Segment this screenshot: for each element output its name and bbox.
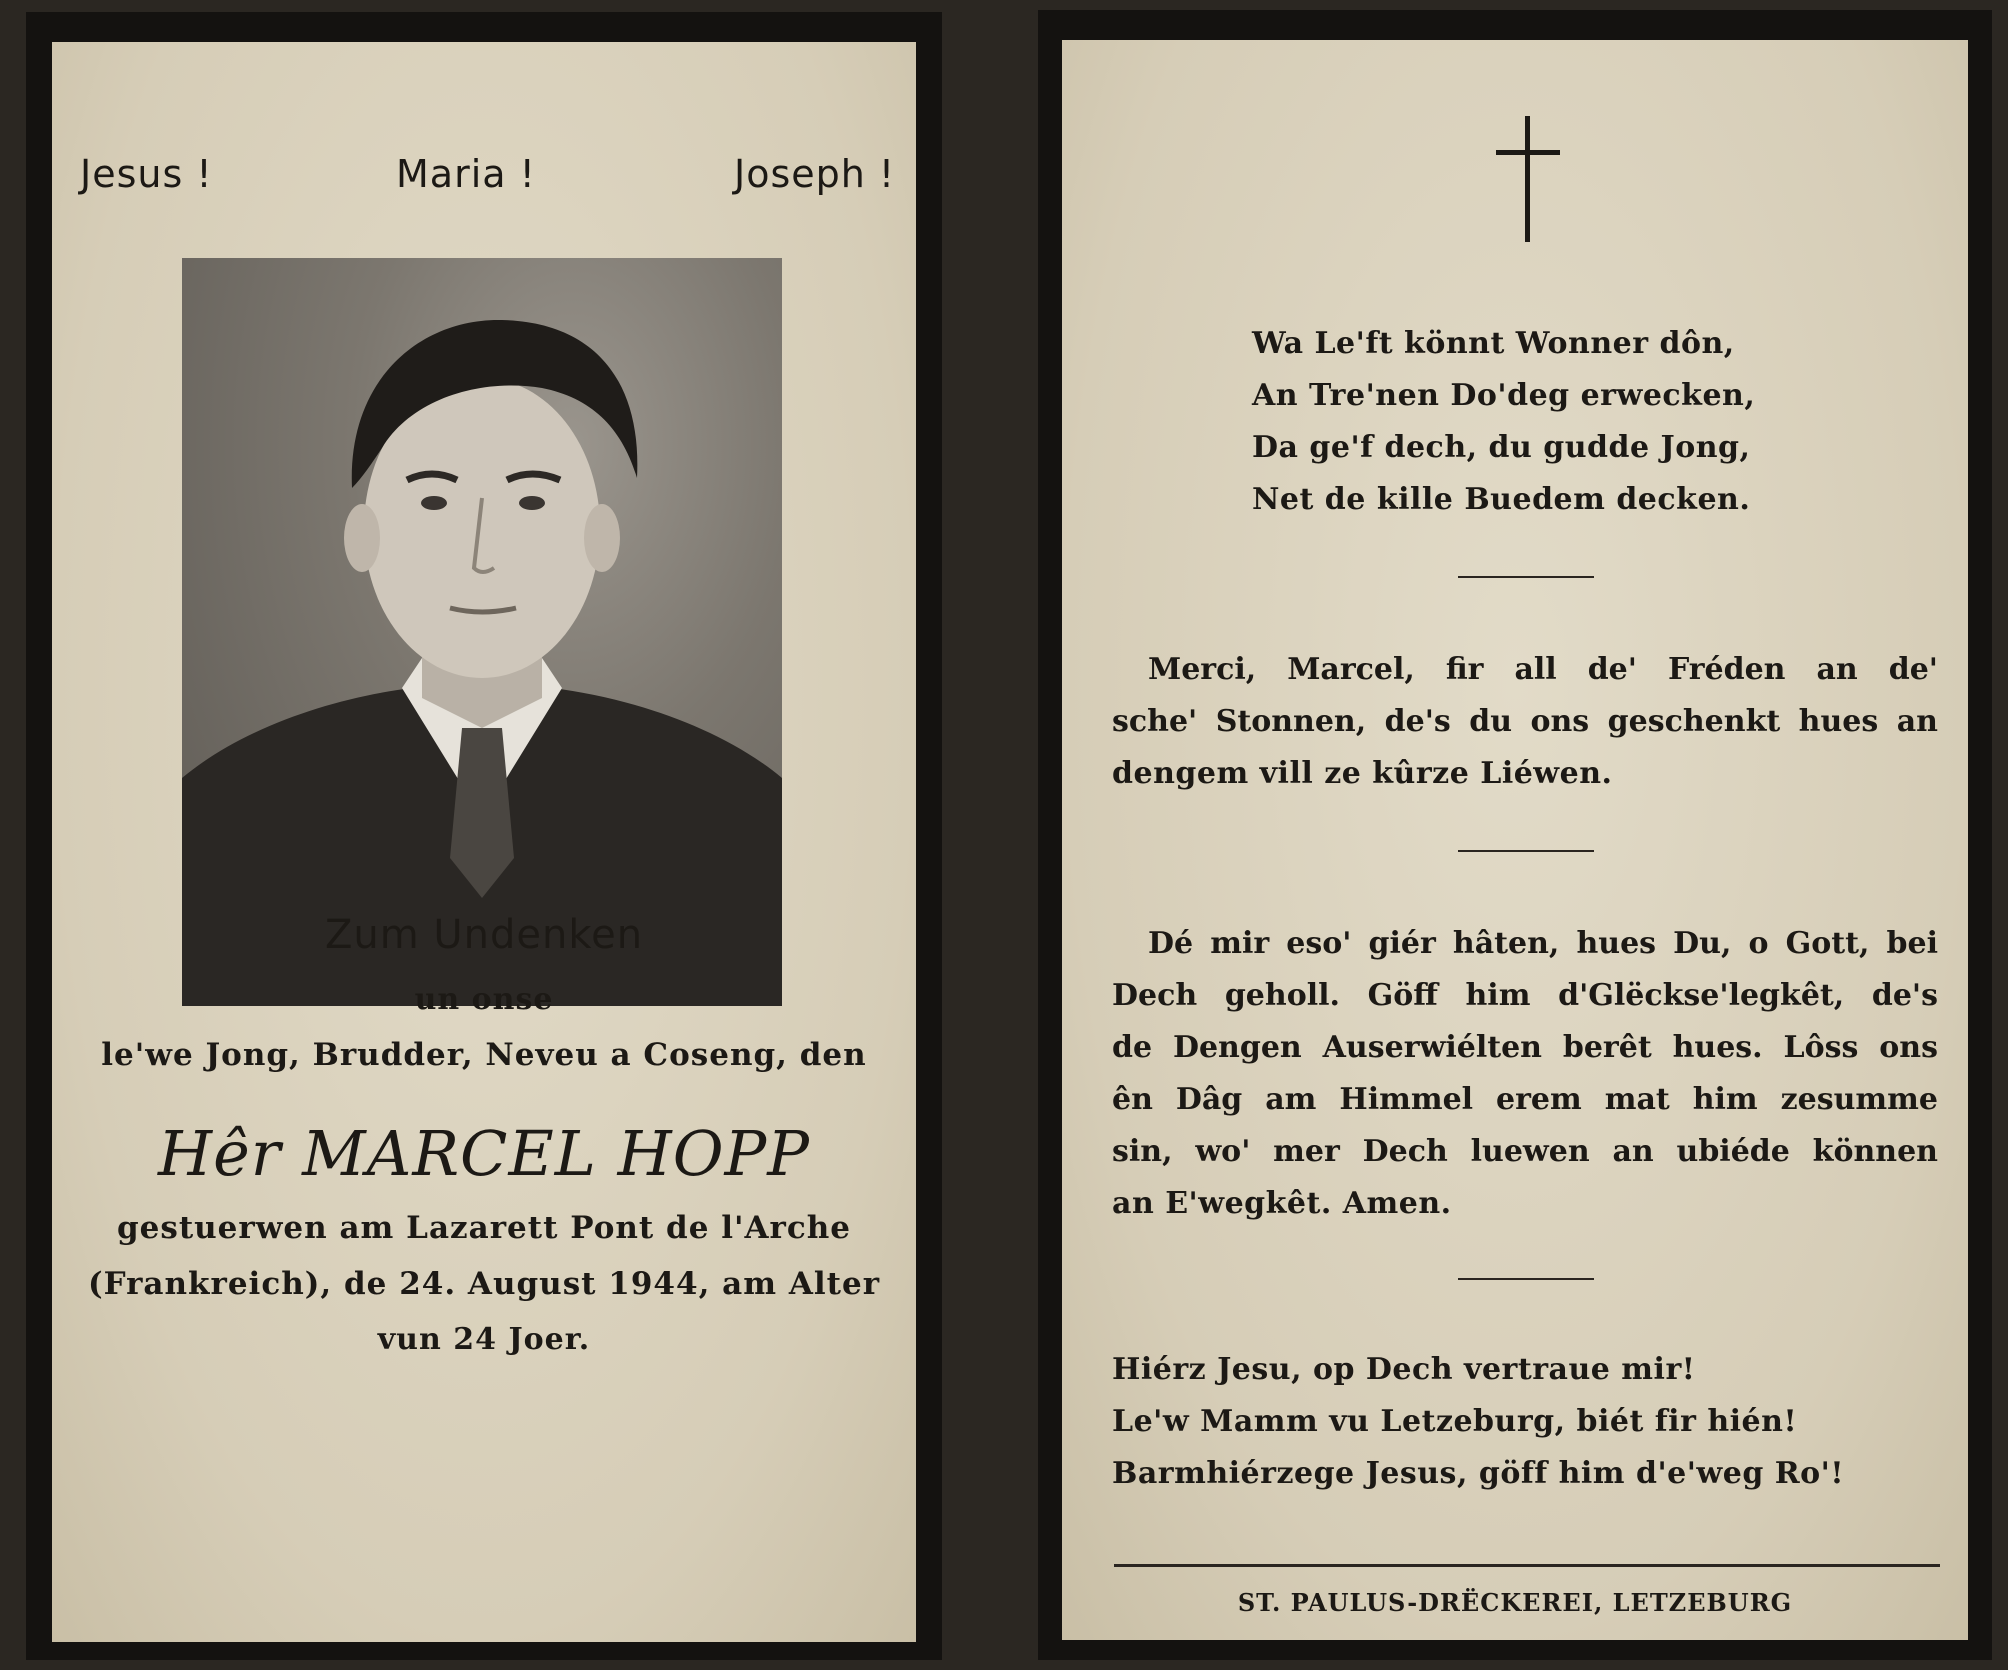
right-card xyxy=(1062,40,1968,1640)
closing-invocation-2: Le'w Mamm vu Letzeburg, biét fir hién! xyxy=(1112,1404,1798,1439)
prayer-line-2: Dech geholl. Göff him d'Glëckse'legkêt, de's xyxy=(1112,978,1938,1013)
portrait-photo xyxy=(182,258,782,1006)
left-card xyxy=(52,42,916,1642)
divider-3 xyxy=(1458,1278,1594,1280)
death-line-3: vun 24 Joer. xyxy=(377,1322,591,1357)
closing-invocation-1: Hiérz Jesu, op Dech vertraue mir! xyxy=(1112,1352,1696,1387)
deceased-name: Hêr MARCEL HOPP xyxy=(158,1117,810,1190)
relation-line: le'we Jong, Brudder, Neveu a Coseng, den xyxy=(101,1037,867,1073)
prayer-line-1: Dé mir eso' giér hâten, hues Du, o Gott, bei xyxy=(1148,926,1938,961)
prayer-line-4: ên Dâg am Himmel erem mat him zesumme xyxy=(1112,1082,1938,1117)
printer-imprint: ST. PAULUS-DRËCKEREI, LETZEBURG xyxy=(1237,1588,1793,1617)
portrait-silhouette-icon xyxy=(182,258,782,1006)
prayer-line-3: de Dengen Auserwiélten berêt hues. Lôss ons xyxy=(1112,1030,1938,1065)
poem-line-3: Da ge'f dech, du gudde Jong, xyxy=(1252,430,1751,465)
poem-line-1: Wa Le'ft könnt Wonner dôn, xyxy=(1252,326,1735,361)
death-line-2: (Frankreich), de 24. August 1944, am Alter xyxy=(87,1266,881,1302)
poem-line-4: Net de kille Buedem decken. xyxy=(1252,482,1751,517)
poem-line-2: An Tre'nen Do'deg erwecken, xyxy=(1252,378,1756,413)
prayer-line-6: an E'wegkêt. Amen. xyxy=(1112,1186,1452,1221)
invocation-maria: Maria ! xyxy=(396,152,536,196)
divider-1 xyxy=(1458,576,1594,578)
closing-invocation-3: Barmhiérzege Jesus, göff him d'e'weg Ro'! xyxy=(1112,1456,1845,1491)
divider-2 xyxy=(1458,850,1594,852)
thanks-line-1: Merci, Marcel, fir all de' Fréden an de' xyxy=(1148,652,1938,687)
cross-icon xyxy=(1496,116,1560,242)
thanks-line-3: dengem vill ze kûrze Liéwen. xyxy=(1112,756,1613,791)
death-line-1: gestuerwen am Lazarett Pont de l'Arche xyxy=(116,1210,852,1246)
invocation-joseph: Joseph ! xyxy=(734,152,896,196)
memory-heading: Zum Undenken xyxy=(324,912,644,958)
invocation-jesus: Jesus ! xyxy=(80,152,213,196)
prayer-line-5: sin, wo' mer Dech luewen an ubiéde können xyxy=(1112,1134,1938,1169)
un-onse-line: un onse xyxy=(414,982,554,1017)
printer-rule xyxy=(1114,1564,1940,1567)
thanks-line-2: sche' Stonnen, de's du ons geschenkt hues an xyxy=(1112,704,1938,739)
